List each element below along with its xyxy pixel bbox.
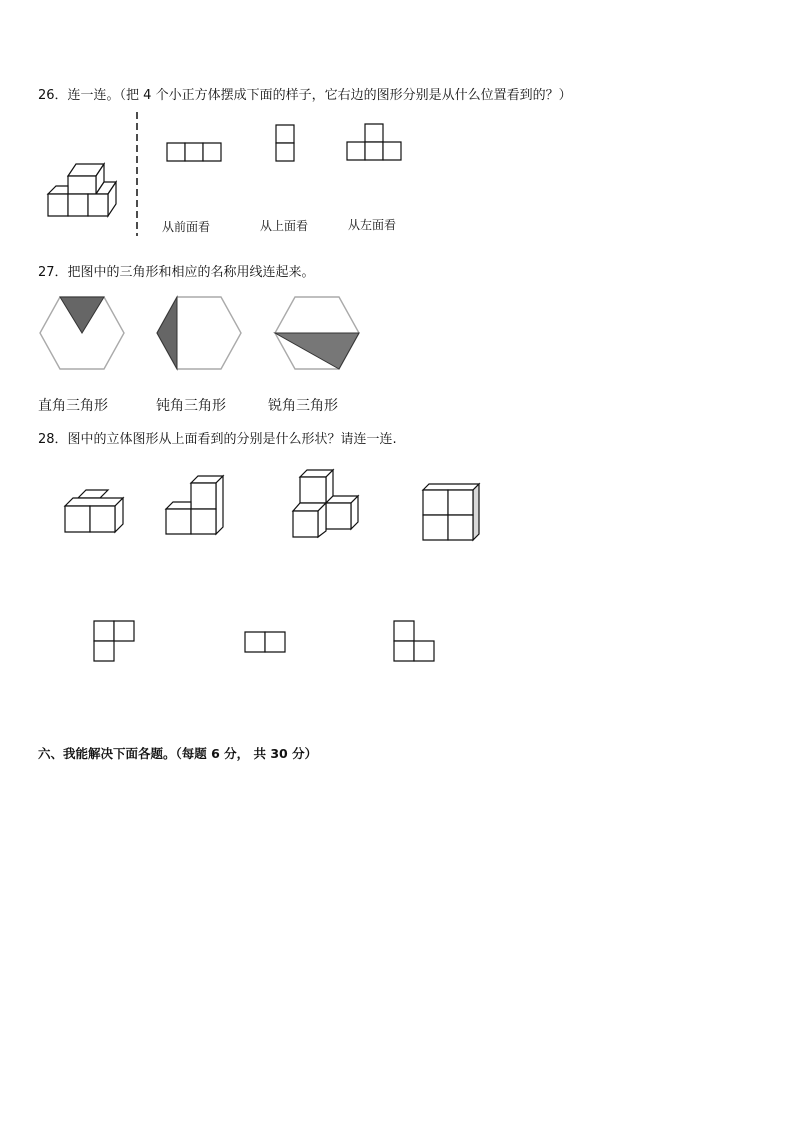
q26-view-3 xyxy=(346,123,402,161)
q26-label-front: 从前面看 xyxy=(162,220,211,234)
q28-text: 28．图中的立体图形从上面看到的分别是什么形状？请连一连. xyxy=(38,432,397,447)
q28-solid-2 xyxy=(165,475,229,535)
q27-hexagon-1 xyxy=(39,296,125,370)
q28-top-view-1 xyxy=(93,620,137,664)
q27-label-acute: 锐角三角形 xyxy=(268,398,338,414)
q26-cube-stack xyxy=(44,158,126,218)
q28-top-view-2 xyxy=(244,631,288,655)
q28-solid-3 xyxy=(292,469,362,539)
q26-label-left: 从左面看 xyxy=(348,218,397,232)
q26-dashed-divider xyxy=(135,112,139,236)
q27-hexagon-2 xyxy=(156,296,242,370)
q28-top-view-3 xyxy=(393,620,437,664)
q26-label-top: 从上面看 xyxy=(260,219,309,233)
q28-solid-1 xyxy=(64,490,128,534)
q27-label-obtuse: 钝角三角形 xyxy=(156,398,226,414)
q27-text: 27．把图中的三角形和相应的名称用线连起来。 xyxy=(38,265,315,280)
section-6-heading: 六、我能解决下面各题。（每题 6 分， 共 30 分） xyxy=(38,746,318,761)
q27-hexagon-3 xyxy=(274,296,360,370)
q26-view-1 xyxy=(166,142,222,162)
q26-view-2 xyxy=(275,124,295,162)
q28-solid-4 xyxy=(421,482,483,544)
q27-label-right: 直角三角形 xyxy=(38,398,108,414)
q26-text: 26．连一连。（把 4 个小正方体摆成下面的样子，它右边的图形分别是从什么位置看到的？） xyxy=(38,88,572,103)
